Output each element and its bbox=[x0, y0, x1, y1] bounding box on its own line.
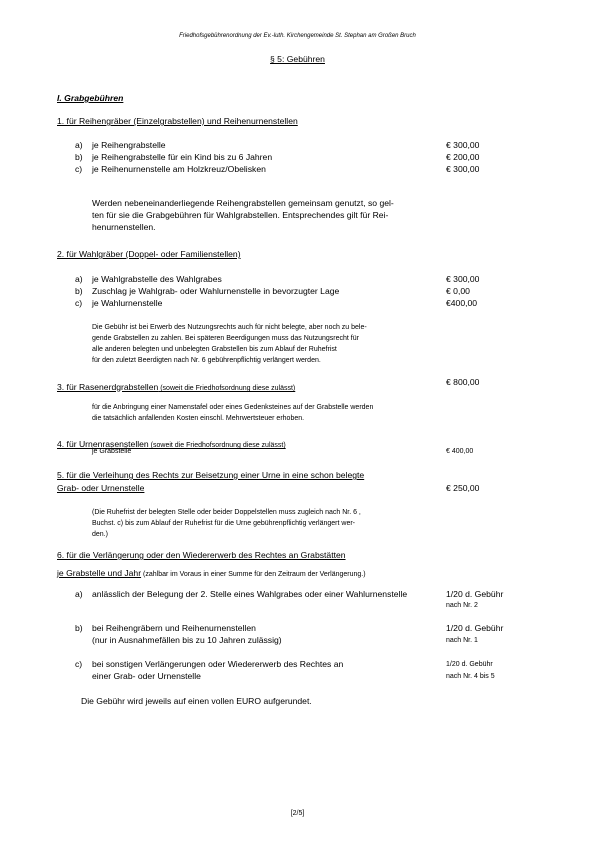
running-header: Friedhofsgebührenordnung der Ev.-luth. Kirchengemeinde St. Stephan am Großen Bruch bbox=[179, 33, 416, 39]
item-marker: a) bbox=[75, 274, 83, 284]
note-line: henurnenstellen. bbox=[92, 222, 156, 233]
heading-note: (zahlbar im Voraus in einer Summe für den Zeitraum der Verlängerung.) bbox=[141, 571, 366, 578]
s5-heading-line1: 5. für die Verleihung des Rechts zur Beisetzung einer Urne in eine schon belegte bbox=[57, 470, 365, 480]
item-marker: b) bbox=[75, 286, 83, 296]
note-line: ten für sie die Grabgebühren für Wahlgrabstellen. Entsprechendes gilt für Rei- bbox=[92, 210, 389, 221]
s5-price: € 250,00 bbox=[446, 483, 480, 493]
note-line: für den zuletzt Beerdigten nach Nr. 6 gebührenpflichtig verlängert werden. bbox=[92, 357, 321, 364]
item-text: Zuschlag je Wahlgrab- oder Wahlurnenstelle in bevorzugter Lage bbox=[92, 286, 340, 296]
item-price: € 0,00 bbox=[446, 286, 470, 296]
item-fee: 1/20 d. Gebühr bbox=[446, 589, 504, 599]
s3-note bbox=[92, 402, 373, 424]
item-fee: 1/20 d. Gebühr bbox=[446, 661, 493, 668]
item-marker: a) bbox=[75, 589, 83, 599]
item-marker: b) bbox=[75, 623, 83, 633]
note-line: gende Grabstellen zu zahlen. Bei späteren Beerdigungen muss das Nutzungsrecht für bbox=[92, 335, 359, 342]
heading-note: (soweit die Friedhofsordnung diese zulässt) bbox=[158, 385, 296, 392]
s4-item: je Grabstelle bbox=[92, 448, 132, 455]
s6-heading-line2 bbox=[57, 564, 366, 580]
rounding-note: Die Gebühr wird jeweils auf einen vollen EURO aufgerundet. bbox=[81, 696, 312, 706]
note-line: alle anderen belegten und unbelegten Grabstellen bis zum Ablauf der Ruhefrist bbox=[92, 346, 337, 353]
page-number: [2/5] bbox=[290, 810, 305, 817]
s2-note bbox=[92, 322, 367, 366]
item-text: (nur in Ausnahmefällen bis zu 10 Jahren zulässig) bbox=[92, 635, 282, 645]
s5-heading-line2: Grab- oder Urnenstelle bbox=[57, 483, 145, 493]
s4-price: € 400,00 bbox=[446, 448, 474, 455]
s3-heading bbox=[57, 378, 295, 394]
note-line: den.) bbox=[92, 531, 108, 538]
note-line: die tatsächlich anfallenden Kosten einschl. Mehrwertsteuer erhoben. bbox=[92, 415, 305, 422]
item-fee: 1/20 d. Gebühr bbox=[446, 623, 504, 633]
item-price: € 200,00 bbox=[446, 152, 480, 162]
item-price: € 300,00 bbox=[446, 164, 480, 174]
note-line: Die Gebühr ist bei Erwerb des Nutzungsrechts auch für nicht belegte, aber noch zu bele- bbox=[92, 324, 367, 331]
item-price: € 300,00 bbox=[446, 140, 480, 150]
page-title: § 5: Gebühren bbox=[270, 54, 325, 64]
s6-heading-line1: 6. für die Verlängerung oder den Wiedererwerb des Rechtes an Grabstätten bbox=[57, 550, 346, 560]
section-title: I. Grabgebühren bbox=[57, 93, 124, 103]
item-text: je Reihengrabstelle für ein Kind bis zu 6 Jahren bbox=[92, 152, 273, 162]
item-price: €400,00 bbox=[446, 298, 478, 308]
item-ref: nach Nr. 1 bbox=[446, 637, 478, 644]
note-line: Werden nebeneinanderliegende Reihengrabstellen gemeinsam genutzt, so gel- bbox=[92, 198, 394, 208]
item-text: je Reihengrabstelle bbox=[92, 140, 166, 150]
item-marker: c) bbox=[75, 659, 83, 669]
item-ref: nach Nr. 4 bis 5 bbox=[446, 673, 495, 680]
heading-main: je Grabstelle und Jahr bbox=[57, 568, 142, 578]
item-marker: a) bbox=[75, 140, 83, 150]
item-marker: c) bbox=[75, 164, 83, 174]
s2-heading: 2. für Wahlgräber (Doppel- oder Familienstellen) bbox=[57, 249, 241, 259]
item-price: € 300,00 bbox=[446, 274, 480, 284]
item-marker: b) bbox=[75, 152, 83, 162]
s1-note bbox=[92, 197, 394, 234]
item-text: je Wahlgrabstelle des Wahlgrabes bbox=[92, 274, 222, 284]
item-text: einer Grab- oder Urnenstelle bbox=[92, 671, 201, 681]
heading-main: 4. für Urnenrasenstellen bbox=[57, 439, 149, 449]
item-ref: nach Nr. 2 bbox=[446, 602, 478, 609]
note-line: (Die Ruhefrist der belegten Stelle oder beider Doppelstellen muss zugleich nach Nr. 6 , bbox=[92, 509, 361, 516]
heading-note: (soweit die Friedhofsordnung diese zulässt) bbox=[148, 442, 286, 449]
note-line: Buchst. c) bis zum Ablauf der Ruhefrist für die Urne gebührenpflichtig verlängert wer- bbox=[92, 520, 356, 527]
note-line: für die Anbringung einer Namenstafel oder eines Gedenksteines auf der Grabstelle werden bbox=[92, 404, 374, 411]
s3-price: € 800,00 bbox=[446, 377, 480, 387]
item-text: je Reihenurnenstelle am Holzkreuz/Obelisken bbox=[92, 164, 266, 174]
item-text: anlässlich der Belegung der 2. Stelle eines Wahlgrabes oder einer Wahlurnenstelle bbox=[92, 589, 408, 599]
item-text: je Wahlurnenstelle bbox=[92, 298, 163, 308]
item-text: bei Reihengräbern und Reihenurnenstellen bbox=[92, 623, 256, 633]
heading-main: 3. für Rasenerdgrabstellen bbox=[57, 382, 159, 392]
s1-heading: 1. für Reihengräber (Einzelgrabstellen) und Reihenurnenstellen bbox=[57, 116, 298, 126]
item-text: bei sonstigen Verlängerungen oder Wiedererwerb des Rechtes an bbox=[92, 659, 344, 669]
s5-note bbox=[92, 507, 361, 540]
item-marker: c) bbox=[75, 298, 83, 308]
